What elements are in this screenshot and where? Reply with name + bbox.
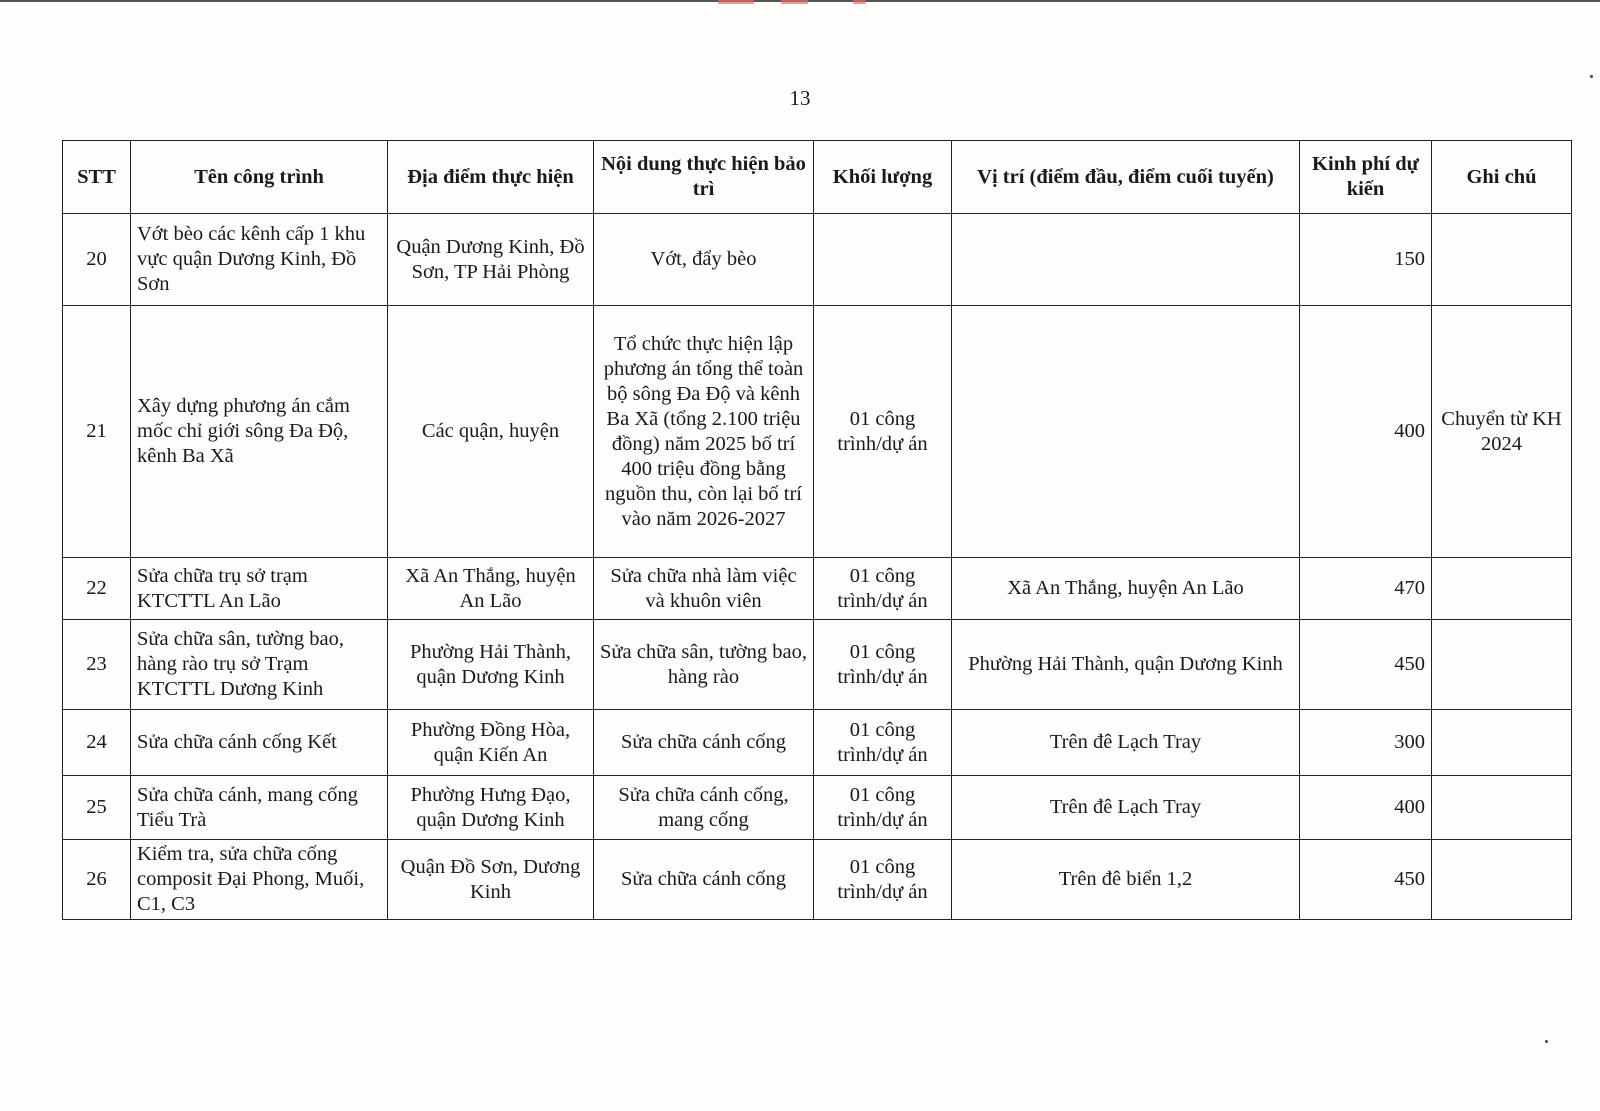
cell-stt: 25 (63, 776, 131, 840)
cell-ghi-chu (1432, 840, 1572, 920)
cell-khoi-luong: 01 công trình/dự án (814, 620, 952, 710)
scan-speck (1545, 1040, 1548, 1043)
cell-ten-cong-trinh: Vớt bèo các kênh cấp 1 khu vực quận Dương Kinh, Đồ Sơn (131, 214, 388, 306)
cell-noi-dung: Vớt, đẩy bèo (594, 214, 814, 306)
cell-dia-diem: Phường Hưng Đạo, quận Dương Kinh (388, 776, 594, 840)
header-noi-dung: Nội dung thực hiện bảo trì (594, 141, 814, 214)
cell-vi-tri: Xã An Thắng, huyện An Lão (952, 558, 1300, 620)
cell-kinh-phi: 400 (1300, 776, 1432, 840)
cell-dia-diem: Quận Đồ Sơn, Dương Kinh (388, 840, 594, 920)
table-row (63, 306, 1572, 558)
table-row (63, 620, 1572, 710)
cell-stt: 21 (63, 306, 131, 558)
cell-ten-cong-trinh: Kiểm tra, sửa chữa cống composit Đại Phong, Muối, C1, C3 (131, 840, 388, 920)
cell-noi-dung: Sửa chữa cánh cống (594, 840, 814, 920)
table-row (63, 710, 1572, 776)
cell-stt: 23 (63, 620, 131, 710)
cell-ten-cong-trinh: Xây dựng phương án cắm mốc chỉ giới sông Đa Độ, kênh Ba Xã (131, 306, 388, 558)
cell-ten-cong-trinh: Sửa chữa sân, tường bao, hàng rào trụ sở Trạm KTCTTL Dương Kinh (131, 620, 388, 710)
cell-stt: 24 (63, 710, 131, 776)
header-khoi-luong: Khối lượng (814, 141, 952, 214)
cell-kinh-phi: 450 (1300, 840, 1432, 920)
cell-kinh-phi: 300 (1300, 710, 1432, 776)
table-row (63, 214, 1572, 306)
cell-khoi-luong: 01 công trình/dự án (814, 840, 952, 920)
header-ten-cong-trinh: Tên công trình (131, 141, 388, 214)
cell-noi-dung: Sửa chữa sân, tường bao, hàng rào (594, 620, 814, 710)
cell-ten-cong-trinh: Sửa chữa cánh, mang cống Tiểu Trà (131, 776, 388, 840)
cell-dia-diem: Phường Đồng Hòa, quận Kiến An (388, 710, 594, 776)
cell-ghi-chu (1432, 710, 1572, 776)
cell-vi-tri: Trên đê Lạch Tray (952, 710, 1300, 776)
cell-vi-tri: Phường Hải Thành, quận Dương Kinh (952, 620, 1300, 710)
table-row (63, 840, 1572, 920)
scan-speck (1590, 75, 1593, 78)
cell-kinh-phi: 470 (1300, 558, 1432, 620)
header-ghi-chu: Ghi chú (1432, 141, 1572, 214)
table-row (63, 776, 1572, 840)
page-number: 13 (789, 86, 811, 110)
table-row (63, 558, 1572, 620)
cell-ghi-chu (1432, 558, 1572, 620)
cell-dia-diem: Các quận, huyện (388, 306, 594, 558)
cell-ghi-chu (1432, 776, 1572, 840)
header-dia-diem: Địa điểm thực hiện (388, 141, 594, 214)
cell-dia-diem: Quận Dương Kinh, Đồ Sơn, TP Hải Phòng (388, 214, 594, 306)
maintenance-table (62, 140, 1572, 920)
cell-vi-tri: Trên đê biển 1,2 (952, 840, 1300, 920)
cell-ten-cong-trinh: Sửa chữa cánh cống Kết (131, 710, 388, 776)
cell-khoi-luong: 01 công trình/dự án (814, 776, 952, 840)
cell-kinh-phi: 150 (1300, 214, 1432, 306)
table-header-row (63, 141, 1572, 214)
cell-khoi-luong: 01 công trình/dự án (814, 558, 952, 620)
cell-khoi-luong (814, 214, 952, 306)
cell-dia-diem: Xã An Thắng, huyện An Lão (388, 558, 594, 620)
cell-ten-cong-trinh: Sửa chữa trụ sở trạm KTCTTL An Lão (131, 558, 388, 620)
header-vi-tri: Vị trí (điểm đầu, điểm cuối tuyến) (952, 141, 1300, 214)
cell-ghi-chu: Chuyển từ KH 2024 (1432, 306, 1572, 558)
cell-kinh-phi: 400 (1300, 306, 1432, 558)
cell-stt: 26 (63, 840, 131, 920)
cell-khoi-luong: 01 công trình/dự án (814, 306, 952, 558)
cell-noi-dung: Sửa chữa nhà làm việc và khuôn viên (594, 558, 814, 620)
cell-ghi-chu (1432, 620, 1572, 710)
cell-vi-tri: Trên đê Lạch Tray (952, 776, 1300, 840)
cell-noi-dung: Tổ chức thực hiện lập phương án tổng thể toàn bộ sông Đa Độ và kênh Ba Xã (tổng 2.100 triệu đồng) năm 2025 bố trí 400 triệu đồng bằng nguồn thu, còn lại bố trí vào năm 2026-2027 (594, 306, 814, 558)
header-kinh-phi: Kinh phí dự kiến (1300, 141, 1432, 214)
cell-vi-tri (952, 214, 1300, 306)
cell-stt: 20 (63, 214, 131, 306)
cell-noi-dung: Sửa chữa cánh cống, mang cống (594, 776, 814, 840)
cell-dia-diem: Phường Hải Thành, quận Dương Kinh (388, 620, 594, 710)
cell-noi-dung: Sửa chữa cánh cống (594, 710, 814, 776)
cell-stt: 22 (63, 558, 131, 620)
header-stt: STT (63, 141, 131, 214)
stamp-fragment (700, 0, 880, 4)
cell-kinh-phi: 450 (1300, 620, 1432, 710)
cell-ghi-chu (1432, 214, 1572, 306)
cell-vi-tri (952, 306, 1300, 558)
cell-khoi-luong: 01 công trình/dự án (814, 710, 952, 776)
